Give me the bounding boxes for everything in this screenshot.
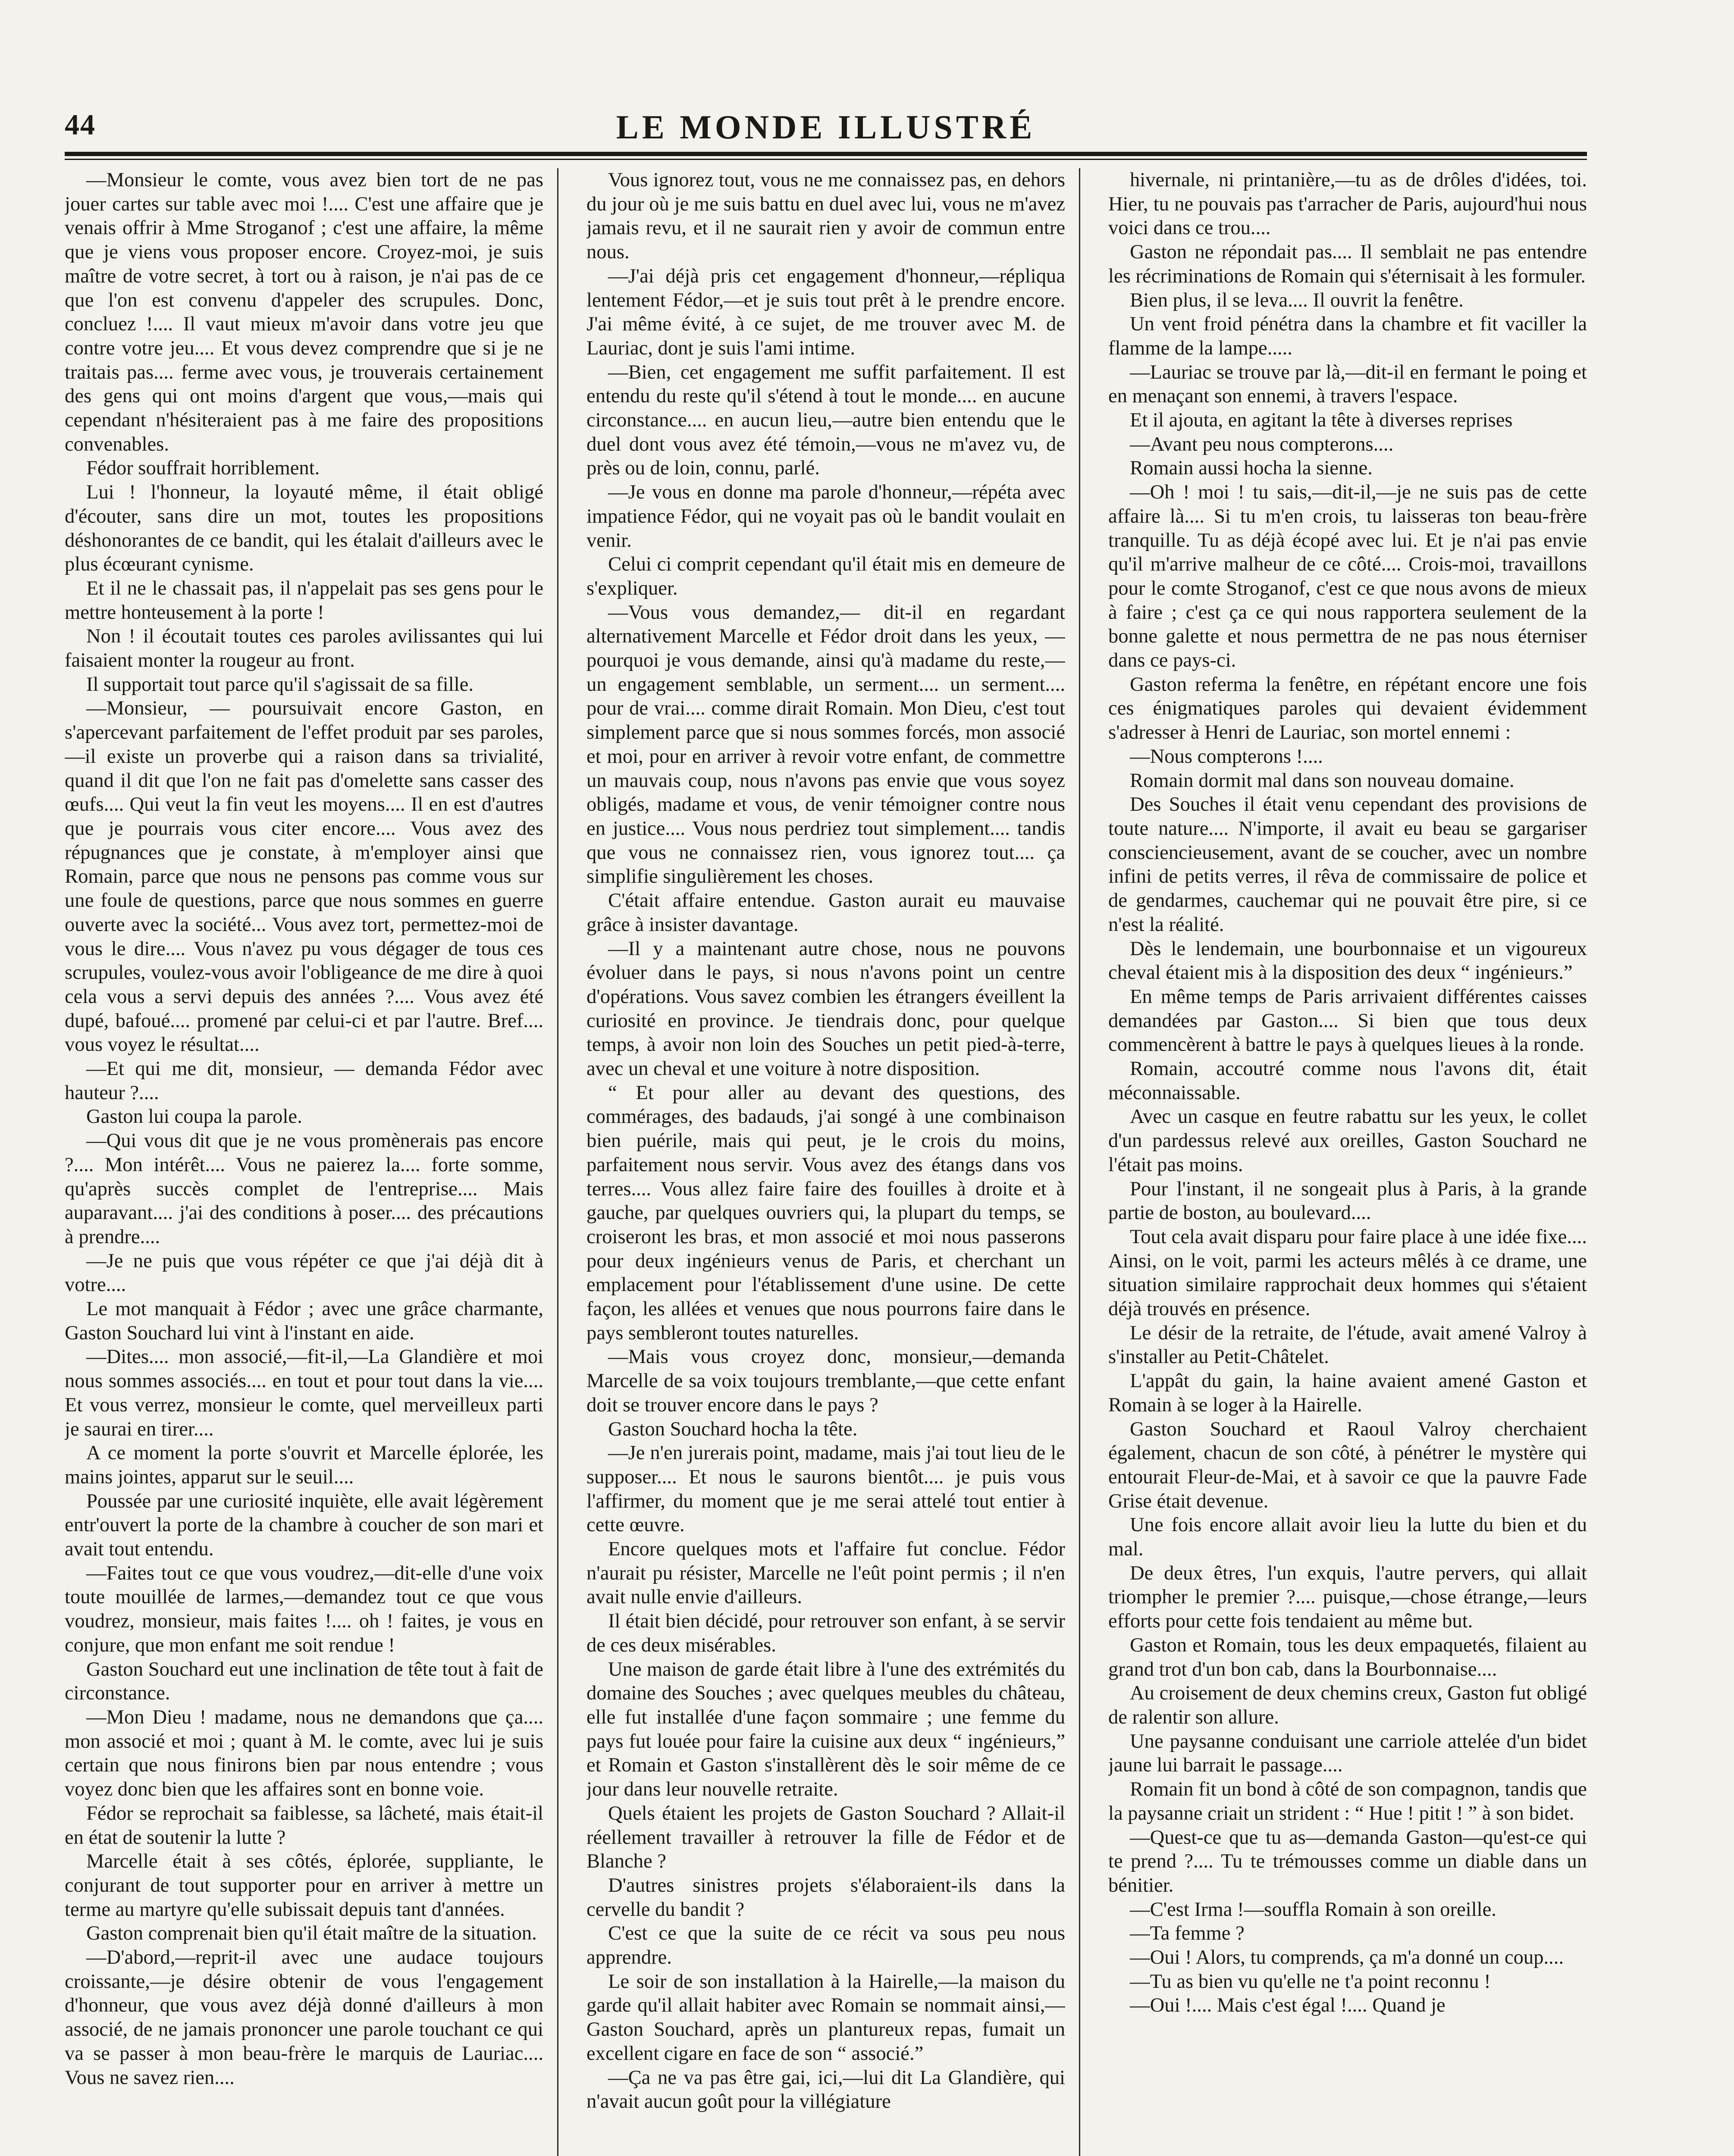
paragraph: —C'est Irma !—souffla Romain à son oreille.	[1130, 1898, 1496, 1921]
paragraph: —Oui ! Alors, tu comprends, ça m'a donné un coup....	[1130, 1946, 1564, 1969]
paragraph: Avec un casque en feutre rabattu sur les yeux, le collet d'un pardessus relevé aux oreilles, Gaston Souchard ne l'était pas moins.	[1108, 1105, 1587, 1176]
column-divider	[557, 168, 558, 2156]
paragraph: —Bien, cet engagement me suffit parfaitement. Il est entendu du reste qu'il s'étend à tout le monde.... en aucune circonstance.... en aucun lieu,—autre bien entendu que le duel dont vous avez été témoin,—vous ne m'avez vu, de près ou de loin, connu, parlé.	[586, 360, 1065, 479]
paragraph: —Monsieur le comte, vous avez bien tort de ne pas jouer cartes sur table avec moi !.... C'est une affaire que je venais offrir à Mme Stroganof ; c'est une affaire, la même que je viens vous proposer encore. Croyez-moi, je suis maître de votre secret, à tort ou à raison, je n'ai pas de ce que l'on est convenu d'appeler des scrupules. Donc, concluez !.... Il vaut mieux m'avoir dans votre jeu que contre votre jeu.... Et vous devez comprendre que si je ne traitais pas.... ferme avec vous, je trouverais certainement des gens qui ont moins d'argent que vous,—mais qui cependant n'hésiteraient pas à me faire des propositions convenables.	[65, 169, 543, 455]
paragraph: —Faites tout ce que vous voudrez,—dit-elle d'une voix toute mouillée de larmes,—demandez tout ce que vous voudrez, monsieur, mais faites !.... oh ! faites, je vous en conjure, que mon enfant me soit rendue !	[65, 1561, 543, 1656]
paragraph: Et il ne le chassait pas, il n'appelait pas ses gens pour le mettre honteusement à la porte !	[65, 577, 543, 624]
paragraph: Gaston Souchard hocha la tête.	[608, 1417, 858, 1440]
paragraph: Le soir de son installation à la Hairelle,—la maison du garde qu'il allait habiter avec Romain se nommait ainsi,—Gaston Souchard, après un plantureux repas, fumait un excellent cigare en face de son “ associé.”	[586, 1970, 1065, 2065]
paragraph: Non ! il écoutait toutes ces paroles avilissantes qui lui faisaient monter la rougeur au front.	[65, 625, 543, 672]
paragraph: —Mais vous croyez donc, monsieur,—demanda Marcelle de sa voix toujours tremblante,—que cette enfant doit se trouver encore dans le pays ?	[586, 1345, 1065, 1416]
text-column-3	[1108, 168, 1587, 2156]
paragraph: Gaston ne répondait pas.... Il semblait ne pas entendre les récriminations de Romain qui s'éternisait à les formuler.	[1108, 241, 1587, 287]
paragraph: Il supportait tout parce qu'il s'agissait de sa fille.	[86, 673, 473, 696]
paragraph: —Tu as bien vu qu'elle ne t'a point reconnu !	[1130, 1970, 1491, 1993]
paragraph: Gaston lui coupa la parole.	[86, 1105, 302, 1128]
paragraph: L'appât du gain, la haine avaient amené Gaston et Romain à se loger à la Hairelle.	[1108, 1369, 1587, 1416]
column-divider	[1079, 168, 1080, 2156]
paragraph: D'autres sinistres projets s'élaboraient-ils dans la cervelle du bandit ?	[586, 1874, 1065, 1921]
paragraph: Tout cela avait disparu pour faire place à une idée fixe.... Ainsi, on le voit, parmi les acteurs mêlés à ce drame, une situation similaire rapprochait deux hommes qui s'étaient déjà trouvés en présence.	[1108, 1225, 1587, 1320]
paragraph: Des Souches il était venu cependant des provisions de toute nature.... N'importe, il avait eu beau se gargariser consciencieusement, avant de se coucher, avec un nombre infini de petits verres, il rêva de commissaire de police et de gendarmes, cauchemar qui ne pouvait être pire, si ce n'est la réalité.	[1108, 793, 1587, 936]
masthead-title: LE MONDE ILLUSTRÉ	[616, 108, 1036, 146]
paragraph: —Quest-ce que tu as—demanda Gaston—qu'est-ce qui te prend ?.... Tu te trémousses comme un diable dans un bénitier.	[1108, 1826, 1587, 1896]
text-column-2	[586, 168, 1065, 2156]
paragraph: —Je n'en jurerais point, madame, mais j'ai tout lieu de le supposer.... Et nous le saurons bientôt.... je puis vous l'affirmer, du moment que je me serai attelé tout entier à cette œuvre.	[586, 1442, 1065, 1536]
paragraph: C'est ce que la suite de ce récit va sous peu nous apprendre.	[586, 1922, 1065, 1969]
paragraph: Une maison de garde était libre à l'une des extrémités du domaine des Souches ; avec quelques meubles du château, elle fut installée d'une façon sommaire ; une femme du pays fut louée pour faire la cuisine aux deux “ ingénieurs,” et Romain et Gaston s'installèrent dès le soir même de ce jour dans leur nouvelle retraite.	[586, 1658, 1065, 1801]
paragraph: Fédor souffrait horriblement.	[86, 457, 320, 479]
paragraph: Romain, accoutré comme nous l'avons dit, était méconnaissable.	[1108, 1057, 1587, 1104]
paragraph: Le désir de la retraite, de l'étude, avait amené Valroy à s'installer au Petit-Châtelet.	[1108, 1321, 1587, 1368]
paragraph: Poussée par une curiosité inquiète, elle avait légèrement entr'ouvert la porte de la chambre à coucher de son mari et avait tout entendu.	[65, 1489, 543, 1561]
paragraph: —Oui !.... Mais c'est égal !.... Quand je	[1130, 1994, 1446, 2017]
paragraph: —Vous vous demandez,— dit-il en regardant alternativement Marcelle et Fédor droit dans les yeux, — pourquoi je vous demande, ainsi qu'à madame du reste,—un engagement semblable, un serment.... un serment.... pour de vrai.... comme dirait Romain. Mon Dieu, c'est tout simplement parce que si nous sommes forcés, mon associé et moi, pour en arriver à revoir votre enfant, de commettre un mauvais coup, nous n'avons pas envie que vous soyez obligés, madame et vous, de venir témoigner contre nous en justice.... Vous nous perdriez tout simplement.... tandis que vous ne connaissez rien, vous ignorez tout.... ça simplifie singulièrement les choses.	[586, 601, 1065, 888]
paragraph: Encore quelques mots et l'affaire fut conclue. Fédor n'aurait pu résister, Marcelle ne l'eût point permis ; il n'en avait nulle envie d'ailleurs.	[586, 1538, 1065, 1608]
paragraph: “ Et pour aller au devant des questions, des commérages, des badauds, j'ai songé à une combinaison bien puérile, mais qui peut, je le crois du moins, parfaitement nous servir. Vous avez des étangs dans vos terres.... Vous allez faire faire des fouilles à droite et à gauche, par quelques ouvriers qui, la plupart du temps, se croiseront les bras, et mon associé et moi nous passerons pour deux ingénieurs venus de Paris, et cherchant un emplacement pour l'établissement d'une usine. De cette façon, les allées et venues que nous pourrons faire dans le pays sembleront toutes naturelles.	[586, 1081, 1065, 1344]
paragraph: Gaston et Romain, tous les deux empaquetés, filaient au grand trot d'un bon cab, dans la Bourbonnaise....	[1108, 1633, 1587, 1680]
paragraph: Une paysanne conduisant une carriole attelée d'un bidet jaune lui barrait le passage....	[1108, 1730, 1587, 1777]
paragraph: Au croisement de deux chemins creux, Gaston fut obligé de ralentir son allure.	[1108, 1682, 1587, 1728]
paragraph: Vous ignorez tout, vous ne me connaissez pas, en dehors du jour où je me suis battu en duel avec lui, vous ne m'avez jamais revu, et il ne saurait rien y avoir de commun entre nous.	[586, 169, 1065, 263]
paragraph: Un vent froid pénétra dans la chambre et fit vaciller la flamme de la lampe.....	[1108, 313, 1587, 359]
paragraph: —Je ne puis que vous répéter ce que j'ai déjà dit à votre....	[65, 1249, 543, 1296]
paragraph: —D'abord,—reprit-il avec une audace toujours croissante,—je désire obtenir de vous l'engagement d'honneur, que vous avez déjà donné d'ailleurs à mon associé, de ne jamais prononcer une parole touchant ce qui va se passer à mon beau-frère le marquis de Lauriac.... Vous ne savez rien....	[65, 1946, 543, 2089]
paragraph: Romain dormit mal dans son nouveau domaine.	[1130, 769, 1515, 792]
paragraph: —Dites.... mon associé,—fit-il,—La Glandière et moi nous sommes associés.... en tout et pour tout dans la vie.... Et vous verrez, monsieur le comte, quel merveilleux parti je saurai en tirer....	[65, 1345, 543, 1440]
paragraph: —J'ai déjà pris cet engagement d'honneur,—répliqua lentement Fédor,—et je suis tout prêt à le prendre encore. J'ai même évité, à ce sujet, de me trouver avec M. de Lauriac, dont je suis l'ami intime.	[586, 264, 1065, 359]
paragraph: Romain fit un bond à côté de son compagnon, tandis que la paysanne criait un strident : “ Hue ! pitit ! ” à son bidet.	[1108, 1778, 1587, 1824]
paragraph: Fédor se reprochait sa faiblesse, sa lâcheté, mais était-il en état de soutenir la lutte ?	[65, 1802, 543, 1849]
paragraph: —Mon Dieu ! madame, nous ne demandons que ça.... mon associé et moi ; quant à M. le comte, avec lui je suis certain que nous finirons bien par nous entendre ; vous voyez donc bien que les affaires sont en bonne voie.	[65, 1706, 543, 1801]
paragraph: —Ça ne va pas être gai, ici,—lui dit La Glandière, qui n'avait aucun goût pour la villégiature	[586, 2066, 1065, 2113]
paragraph: —Nous compterons !....	[1130, 745, 1323, 768]
paragraph: Pour l'instant, il ne songeait plus à Paris, à la grande partie de boston, au boulevard....	[1108, 1177, 1587, 1224]
paragraph: —Il y a maintenant autre chose, nous ne pouvons évoluer dans le pays, si nous n'avons point un centre d'opérations. Vous savez combien les étrangers éveillent la curiosité en province. Je tiendrais donc, pour quelque temps, à avoir non loin des Souches un petit pied-à-terre, avec un cheval et une voiture à notre disposition.	[586, 937, 1065, 1080]
paragraph: Gaston referma la fenêtre, en répétant encore une fois ces énigmatiques paroles qui devaient évidemment s'adresser à Henri de Lauriac, son mortel ennemi :	[1108, 673, 1587, 744]
paragraph: A ce moment la porte s'ouvrit et Marcelle éplorée, les mains jointes, apparut sur le seuil....	[65, 1442, 543, 1488]
page-number: 44	[65, 108, 96, 141]
paragraph: —Lauriac se trouve par là,—dit-il en fermant le poing et en menaçant son ennemi, à travers l'espace.	[1108, 360, 1587, 407]
paragraph: Gaston Souchard eut une inclination de tête tout à fait de circonstance.	[65, 1658, 543, 1705]
header-rule	[65, 152, 1587, 156]
paragraph: hivernale, ni printanière,—tu as de drôles d'idées, toi. Hier, tu ne pouvais pas t'arracher de Paris, aujourd'hui nous voici dans ce trou....	[1108, 169, 1587, 239]
paragraph: Celui ci comprit cependant qu'il était mis en demeure de s'expliquer.	[586, 553, 1065, 599]
paragraph: Gaston comprenait bien qu'il était maître de la situation.	[86, 1922, 537, 1945]
paragraph: —Avant peu nous compterons....	[1130, 432, 1394, 455]
paragraph: Dès le lendemain, une bourbonnaise et un vigoureux cheval étaient mis à la disposition des deux “ ingénieurs.”	[1108, 937, 1587, 984]
paragraph: —Je vous en donne ma parole d'honneur,—répéta avec impatience Fédor, qui ne voyait pas où le bandit voulait en venir.	[586, 481, 1065, 552]
paragraph: —Ta femme ?	[1130, 1922, 1245, 1945]
text-column-1	[65, 168, 543, 2156]
paragraph: Quels étaient les projets de Gaston Souchard ? Allait-il réellement travailler à retrouver la fille de Fédor et de Blanche ?	[586, 1802, 1065, 1873]
page-header	[65, 108, 1587, 155]
paragraph: Romain aussi hocha la sienne.	[1130, 457, 1373, 479]
paragraph: C'était affaire entendue. Gaston aurait eu mauvaise grâce à insister davantage.	[586, 889, 1065, 936]
paragraph: Une fois encore allait avoir lieu la lutte du bien et du mal.	[1108, 1514, 1587, 1561]
paragraph: Et il ajouta, en agitant la tête à diverses reprises	[1130, 409, 1513, 432]
paragraph: Le mot manquait à Fédor ; avec une grâce charmante, Gaston Souchard lui vint à l'instant en aide.	[65, 1297, 543, 1344]
paragraph: —Monsieur, — poursuivait encore Gaston, en s'apercevant parfaitement de l'effet produit par ses paroles,—il existe un proverbe qui a raison dans sa trivialité, quand il dit que l'on ne fait pas d'omelette sans casser des œufs.... Qui veut la fin veut les moyens.... Il en est d'autres que je pourrais vous citer encore.... Vous avez des répugnances que je constate, à m'employer ainsi que Romain, parce que nous ne pensons pas comme vous sur une foule de questions, parce que nous sommes en guerre ouverte avec la société... Vous avez tort, permettez-moi de vous le dire.... Vous n'avez pu vous dégager de tous ces scrupules, voulez-vous avoir l'obligeance de me dire à quoi cela vous a servi depuis des années ?.... Vous avez été dupé, bafoué.... promené par celui-ci et par l'autre. Bref.... vous voyez le résultat....	[65, 697, 543, 1056]
paragraph: De deux êtres, l'un exquis, l'autre pervers, qui allait triompher le premier ?.... puisque,—chose étrange,—leurs efforts pour cette fois tendaient au même but.	[1108, 1561, 1587, 1633]
paragraph: En même temps de Paris arrivaient différentes caisses demandées par Gaston.... Si bien que tous deux commencèrent à battre le pays à quelques lieues à la ronde.	[1108, 985, 1587, 1056]
paragraph: Marcelle était à ses côtés, éplorée, suppliante, le conjurant de tout supporter pour en arriver à mettre un terme au martyre qu'elle subissait depuis tant d'années.	[65, 1850, 543, 1921]
paragraph: —Oh ! moi ! tu sais,—dit-il,—je ne suis pas de cette affaire là.... Si tu m'en crois, tu laisseras ton beau-frère tranquille. Tu as déjà écopé avec lui. Et je n'ai pas envie qu'il m'arrive malheur de ce côté.... Crois-moi, travaillons pour le comte Stroganof, c'est ce que nous avons de mieux à faire ; c'est ça ce qui nous rapportera seulement de la bonne galette et nous permettra de ne pas nous éterniser dans ce pays-ci.	[1108, 481, 1587, 672]
paragraph: —Qui vous dit que je ne vous promènerais pas encore ?.... Mon intérêt.... Vous ne paierez la.... forte somme, qu'après succès complet de l'entreprise.... Mais auparavant.... j'ai des conditions à poser.... des précautions à prendre....	[65, 1129, 543, 1248]
paragraph: —Et qui me dit, monsieur, — demanda Fédor avec hauteur ?....	[65, 1057, 543, 1104]
paragraph: Lui ! l'honneur, la loyauté même, il était obligé d'écouter, sans dire un mot, toutes les propositions déshonorantes de ce bandit, qui les étalait d'ailleurs avec le plus écœurant cynisme.	[65, 481, 543, 576]
paragraph: Gaston Souchard et Raoul Valroy cherchaient également, chacun de son côté, à pénétrer le mystère qui entourait Fleur-de-Mai, et à savoir ce que la pauvre Fade Grise était devenue.	[1108, 1417, 1587, 1512]
header-rule-thin	[65, 159, 1587, 160]
paragraph: Bien plus, il se leva.... Il ouvrit la fenêtre.	[1130, 288, 1464, 311]
paragraph: Il était bien décidé, pour retrouver son enfant, à se servir de ces deux misérables.	[586, 1610, 1065, 1656]
